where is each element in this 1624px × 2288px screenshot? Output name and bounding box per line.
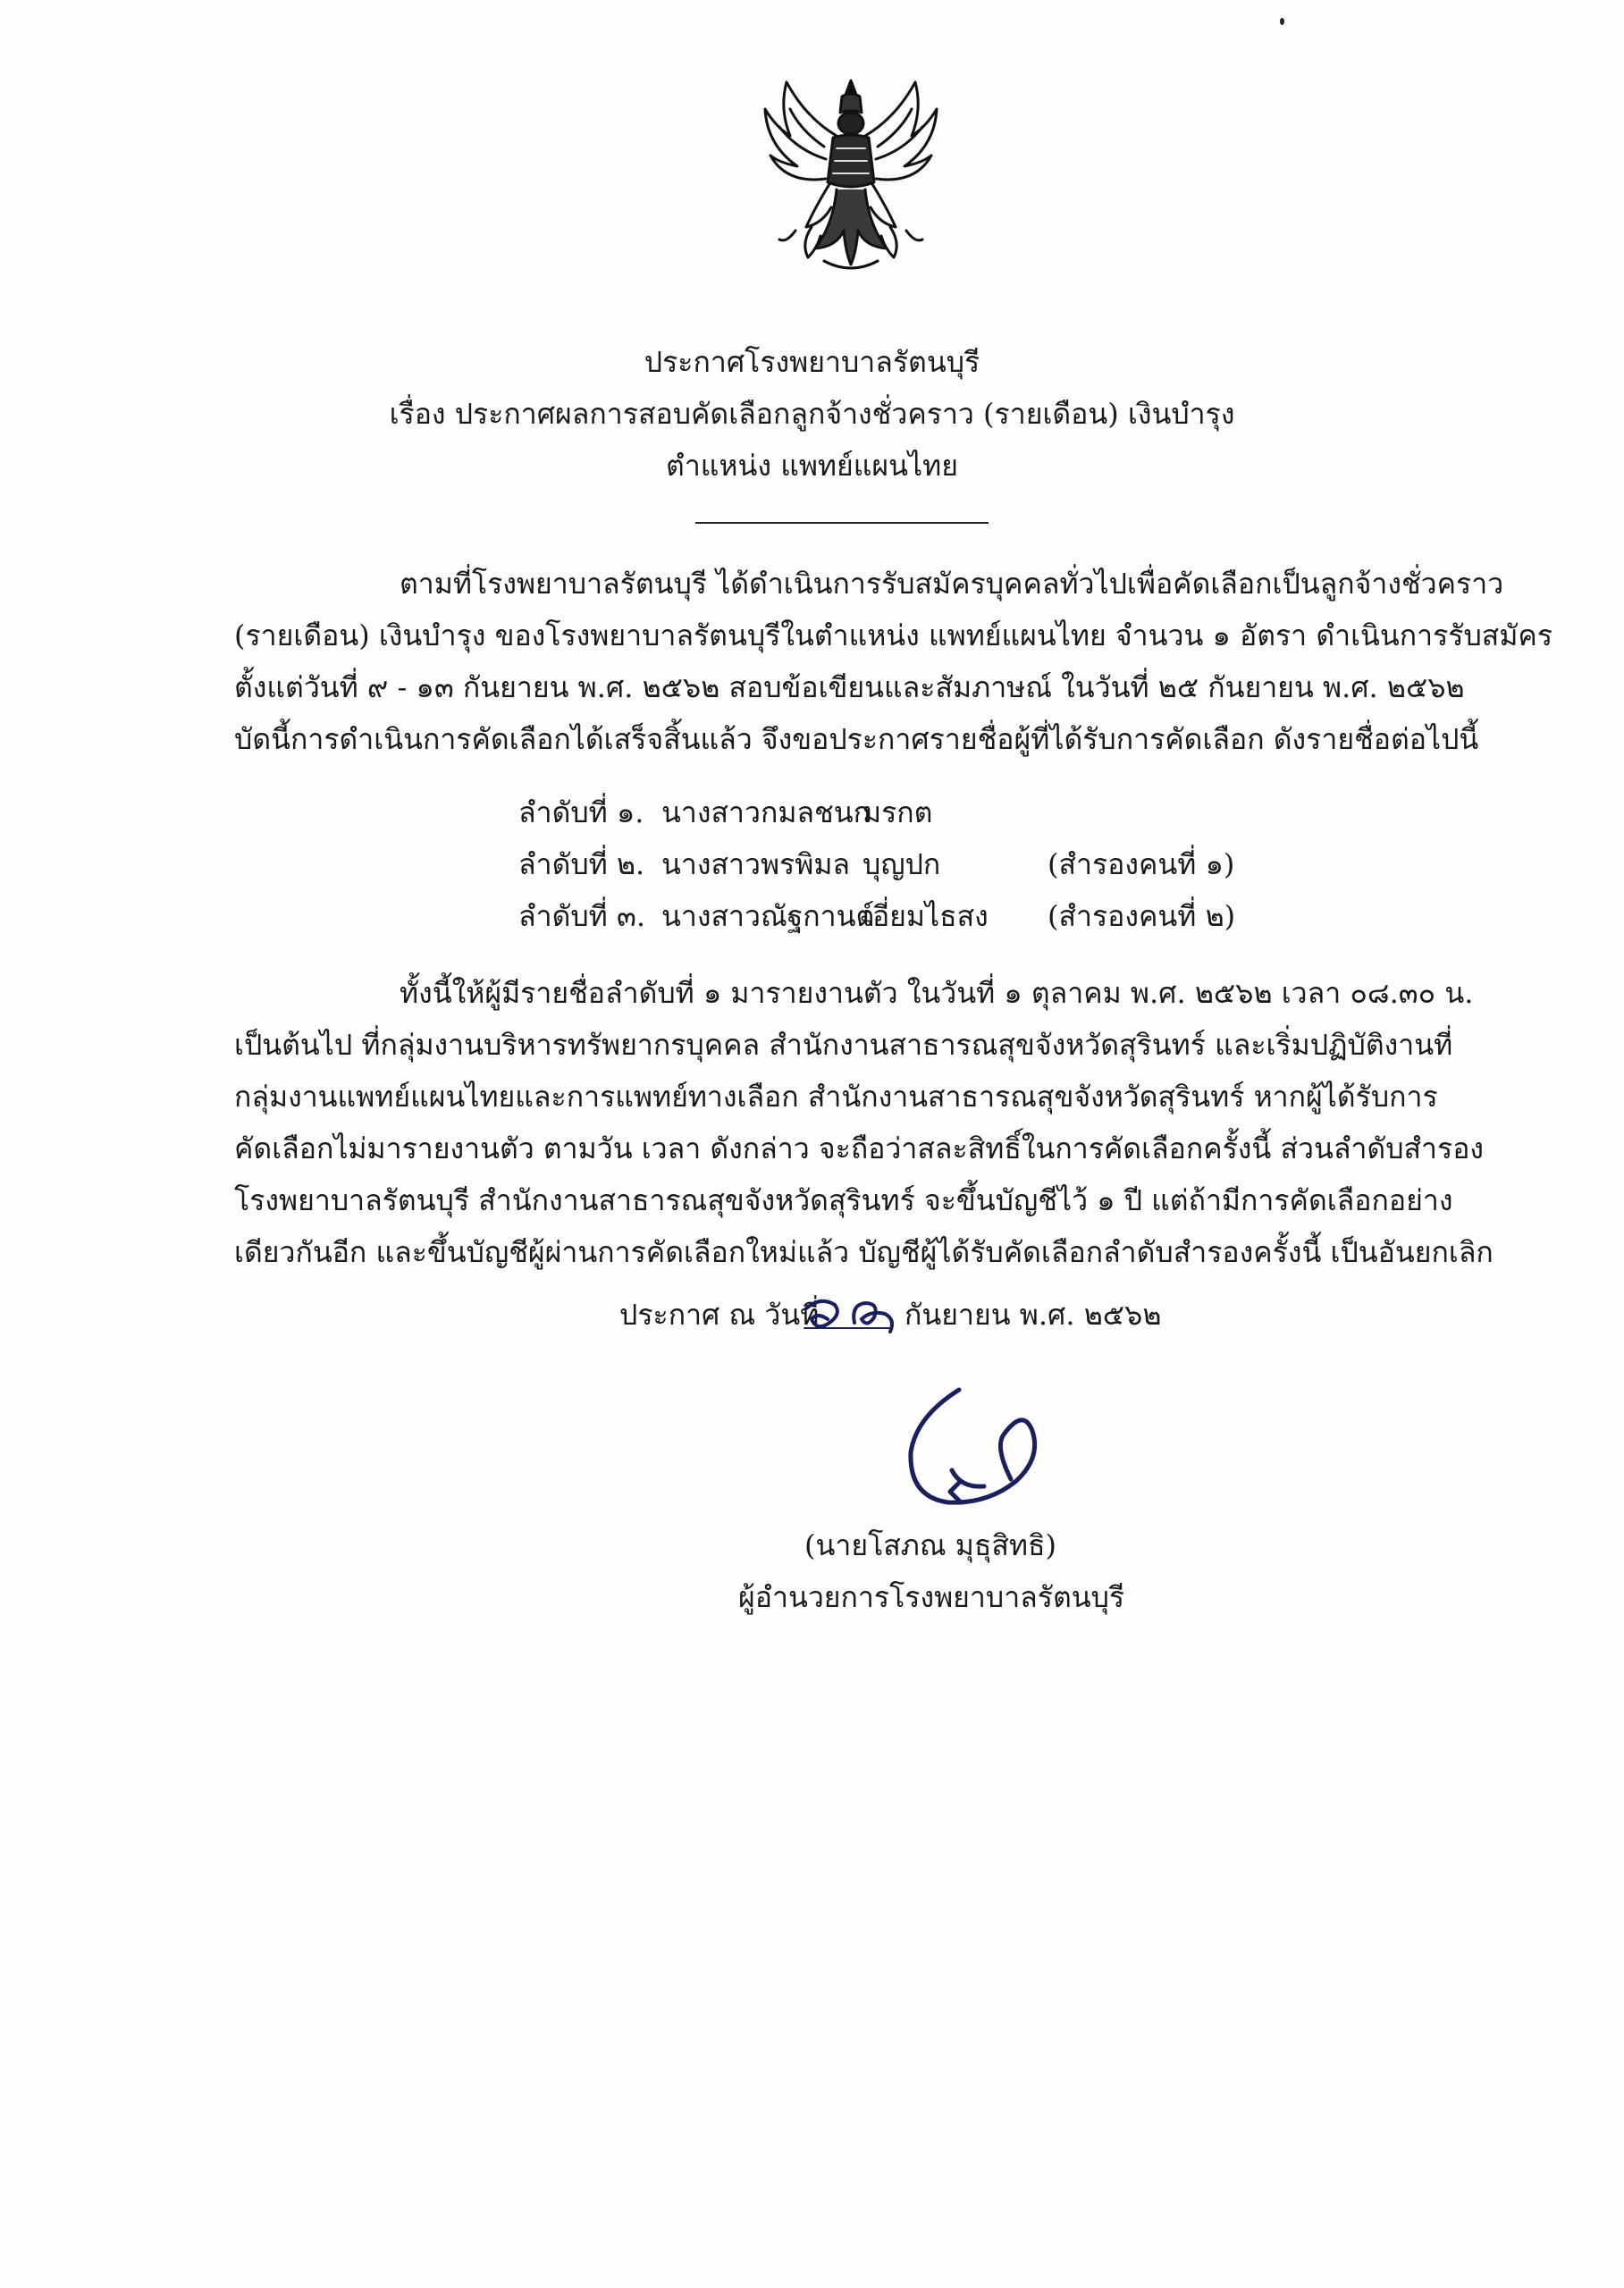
rank-row [0,894,1624,933]
announcement-subject: เรื่อง ประกาศผลการสอบคัดเลือกลูกจ้างชั่วคราว (รายเดือน) เงินบำรุง [389,397,1235,431]
paragraph1-line: บัดนี้การดำเนินการคัดเลือกได้เสร็จสิ้นแล้ว จึงขอประกาศรายชื่อผู้ที่ได้รับการคัดเลือก ดังรายชื่อต่อไปนี้ [234,722,1479,756]
announcement-position: ตำแหน่ง แพทย์แผนไทย [666,449,958,483]
paragraph1-line: ตามที่โรงพยาบาลรัตนบุรี ได้ดำเนินการรับสมัครบุคคลทั่วไปเพื่อคัดเลือกเป็นลูกจ้างชั่วคราว [400,567,1504,601]
announce-date-suffix: กันยายน พ.ศ. ๒๕๖๒ [905,1298,1162,1332]
signature-icon [898,1381,1050,1515]
rank-first-name: นางสาวพรพิมล [661,847,851,881]
rank-row [0,790,1624,829]
signatory-name: (นายโสภณ มุธุสิทธิ) [804,1528,1057,1562]
rank-last-name: บุญปก [862,847,941,881]
rank-note: (สำรองคนที่ ๑) [1048,847,1235,881]
paragraph2-line: ทั้งนี้ให้ผู้มีรายชื่อลำดับที่ ๑ มารายงานตัว ในวันที่ ๑ ตุลาคม พ.ศ. ๒๕๖๒ เวลา ๐๘.๓๐ น. [400,976,1474,1010]
scan-speck [1280,18,1284,25]
handwritten-day-icon [803,1292,901,1337]
paragraph1-line: ตั้งแต่วันที่ ๙ - ๑๓ กันยายน พ.ศ. ๒๕๖๒ สอบข้อเขียนและสัมภาษณ์ ในวันที่ ๒๕ กันยายน พ.ศ. ๒๕๖๒ [234,670,1465,704]
rank-number: ลำดับที่ ๓. [518,899,645,933]
rank-first-name: นางสาวณัฐกานต์ [661,899,875,933]
rank-row [0,842,1624,881]
rank-last-name: เอี่ยมไธสง [862,899,989,933]
rank-first-name: นางสาวกมลชนก [661,795,871,829]
rank-last-name: มรกต [862,795,933,829]
announce-date-prefix: ประกาศ ณ วันที่ [619,1298,820,1332]
announcement-heading: ประกาศโรงพยาบาลรัตนบุรี [644,345,980,379]
rank-number: ลำดับที่ ๒. [518,847,645,881]
header-divider [695,522,989,524]
rank-note: (สำรองคนที่ ๒) [1048,899,1236,933]
paragraph1-line: (รายเดือน) เงินบำรุง ของโรงพยาบาลรัตนบุรีในตำแหน่ง แพทย์แผนไทย จำนวน ๑ อัตรา ดำเนินการรับสมัคร [234,618,1552,652]
signatory-title: ผู้อำนวยการโรงพยาบาลรัตนบุรี [738,1580,1125,1614]
paragraph2-line: โรงพยาบาลรัตนบุรี สำนักงานสาธารณสุขจังหวัดสุรินทร์ จะขึ้นบัญชีไว้ ๑ ปี แต่ถ้ามีการคัดเลือกอย่าง [234,1183,1453,1217]
paragraph2-line: คัดเลือกไม่มารายงานตัว ตามวัน เวลา ดังกล่าว จะถือว่าสละสิทธิ์ในการคัดเลือกครั้งนี้ ส่วนลำดับสำรอง [234,1131,1485,1165]
paragraph2-line: เป็นต้นไป ที่กลุ่มงานบริหารทรัพยากรบุคคล สำนักงานสาธารณสุขจังหวัดสุรินทร์ และเริ่มปฏิบัติงานที่ [234,1028,1453,1062]
garuda-emblem-icon [744,73,958,288]
rank-number: ลำดับที่ ๑. [518,795,644,829]
paragraph2-line: เดียวกันอีก และขึ้นบัญชีผู้ผ่านการคัดเลือกใหม่แล้ว บัญชีผู้ได้รับคัดเลือกลำดับสำรองครั้งนี้ เป็นอันยกเลิก [234,1235,1494,1269]
paragraph2-line: กลุ่มงานแพทย์แผนไทยและการแพทย์ทางเลือก สำนักงานสาธารณสุขจังหวัดสุรินทร์ หากผู้ได้รับการ [234,1080,1438,1114]
